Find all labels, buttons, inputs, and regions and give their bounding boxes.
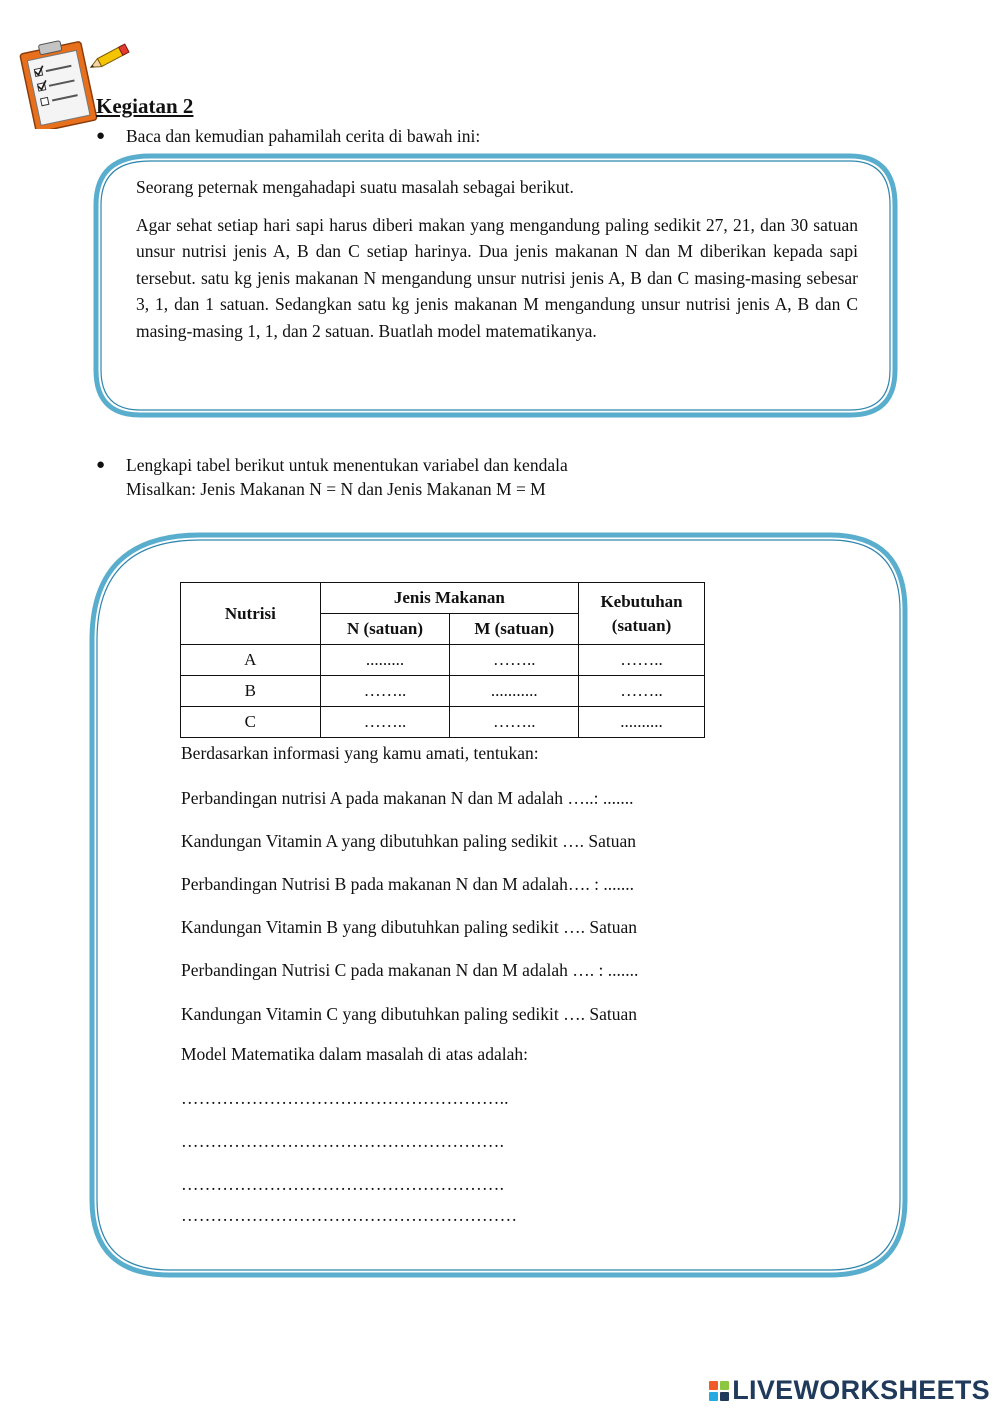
nutrition-table <box>180 582 705 738</box>
cell-nutrisi: C <box>181 707 321 738</box>
cell-n-input[interactable]: …….. <box>320 676 450 707</box>
story-intro: Seorang peternak mengahadapi suatu masalah sebagai berikut. <box>136 177 574 197</box>
question-ratio-b[interactable]: Perbandingan Nutrisi B pada makanan N dan M adalah…. : ....... <box>181 874 634 894</box>
logo-grid-icon <box>709 1381 729 1401</box>
table-row <box>181 707 705 738</box>
header-jenis-makanan: Jenis Makanan <box>320 583 578 614</box>
question-ratio-a[interactable]: Perbandingan nutrisi A pada makanan N dan M adalah …..: ....... <box>181 788 634 808</box>
cell-m-input[interactable]: ........... <box>450 676 579 707</box>
answer-line[interactable]: ………………………………………………. <box>181 1174 505 1194</box>
cell-nutrisi: B <box>181 676 321 707</box>
story-box <box>136 174 858 355</box>
logo-text: LIVEWORKSHEETS <box>732 1375 990 1405</box>
liveworksheets-logo <box>709 1375 990 1406</box>
header-nutrisi: Nutrisi <box>181 583 321 645</box>
questions-intro: Berdasarkan informasi yang kamu amati, tentukan: <box>181 743 539 763</box>
table-row <box>181 676 705 707</box>
answer-line[interactable]: ………………………………………………. <box>181 1131 505 1151</box>
story-body: Agar sehat setiap hari sapi harus diberi makan yang mengandung paling sedikit 27, 21, dan 30 satuan unsur nutrisi jenis A, B dan C setiap harinya. Dua jenis makanan N dan M diberikan kepada sapi tersebut. satu kg jenis makanan N mengandung unsur nutrisi jenis A, B dan C masing-masing sebesar 3, 1, dan 1 satuan. Sedangkan satu kg jenis makanan M mengandung unsur nutrisi jenis A, B dan C masing-masing 1, 1, dan 2 satuan. Buatlah model matematikanya. <box>136 214 858 341</box>
bullet-icon: ● <box>96 457 106 473</box>
question-min-c[interactable]: Kandungan Vitamin C yang dibutuhkan paling sedikit …. Satuan <box>181 1004 637 1024</box>
header-m-satuan: M (satuan) <box>450 614 579 645</box>
instruction-complete-table <box>96 453 568 501</box>
cell-m-input[interactable]: …….. <box>450 707 579 738</box>
header-kebutuhan: Kebutuhan (satuan) <box>579 583 705 645</box>
pencil-icon <box>89 44 129 71</box>
question-model: Model Matematika dalam masalah di atas adalah: <box>181 1044 528 1064</box>
cell-kebutuhan-input[interactable]: .......... <box>579 707 705 738</box>
instruction-read-story <box>96 124 480 148</box>
header-n-satuan: N (satuan) <box>320 614 450 645</box>
question-ratio-c[interactable]: Perbandingan Nutrisi C pada makanan N dan M adalah …. : ....... <box>181 960 639 980</box>
instruction-variables: Misalkan: Jenis Makanan N = N dan Jenis Makanan M = M <box>126 479 546 499</box>
cell-m-input[interactable]: …….. <box>450 645 579 676</box>
table-row <box>181 645 705 676</box>
question-min-b[interactable]: Kandungan Vitamin B yang dibutuhkan paling sedikit …. Satuan <box>181 917 637 937</box>
instruction-text: Baca dan kemudian pahamilah cerita di bawah ini: <box>126 126 481 146</box>
cell-nutrisi: A <box>181 645 321 676</box>
cell-n-input[interactable]: ......... <box>320 645 450 676</box>
instruction-text: Lengkapi tabel berikut untuk menentukan variabel dan kendala <box>126 455 568 475</box>
cell-kebutuhan-input[interactable]: …….. <box>579 676 705 707</box>
page-title: Kegiatan 2 <box>96 94 194 118</box>
answer-line[interactable]: ……………………………………………….. <box>181 1088 509 1108</box>
bullet-icon: ● <box>96 128 106 144</box>
cell-n-input[interactable]: …….. <box>320 707 450 738</box>
question-min-a[interactable]: Kandungan Vitamin A yang dibutuhkan paling sedikit …. Satuan <box>181 831 637 851</box>
answer-line[interactable]: ………………………………………………… <box>181 1205 518 1225</box>
cell-kebutuhan-input[interactable]: …….. <box>579 645 705 676</box>
